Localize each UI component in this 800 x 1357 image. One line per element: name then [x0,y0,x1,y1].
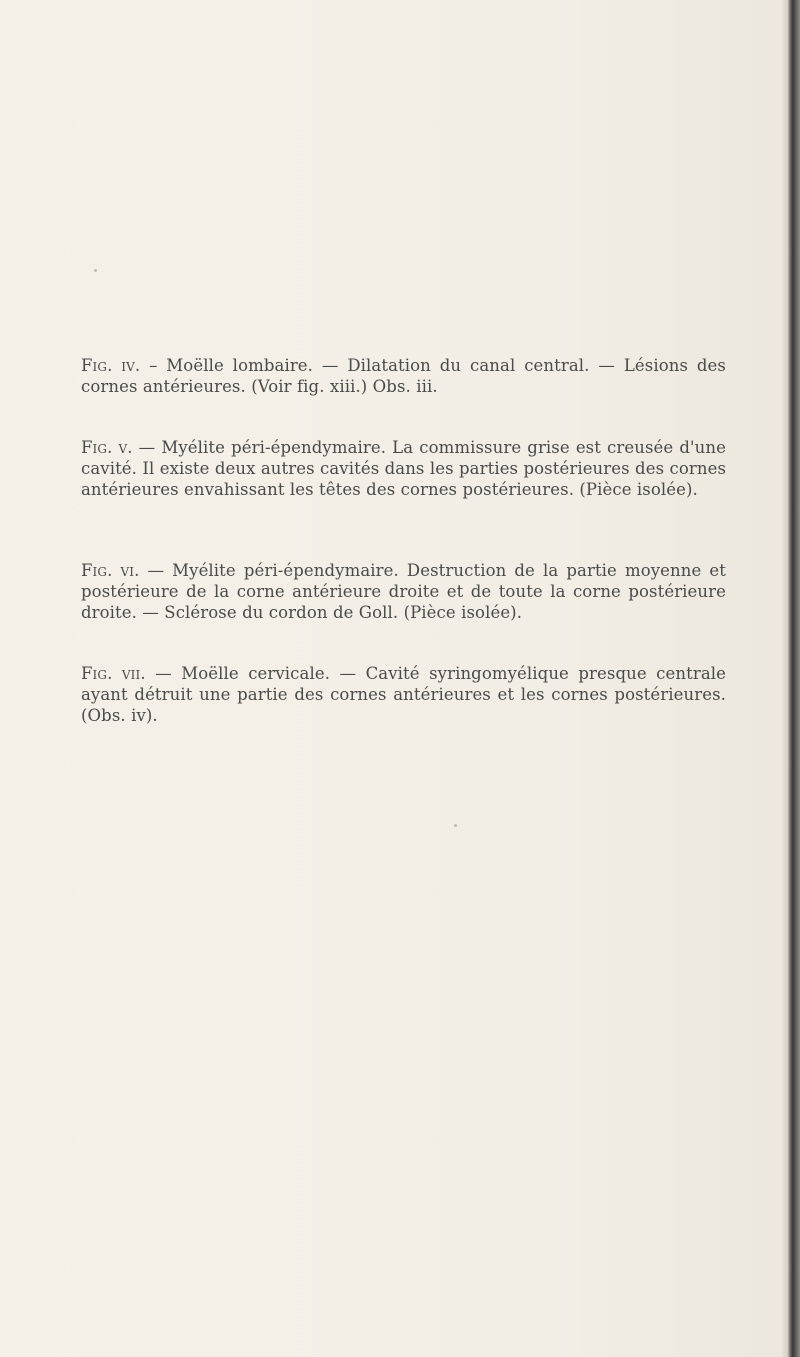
caption-label: Fig. vii. [81,664,146,683]
caption-text: — Moëlle cervicale. — Cavité syringomyélique presque centrale ayant détruit une partie des cornes antérieures et les cornes postérieures. (Obs. iv). [81,664,726,725]
caption-fig-vi [81,560,726,623]
caption-text: — Myélite péri-épendymaire. La commissure grise est creusée d'une cavité. Il existe deux autres cavités dans les parties postérieures des cornes antérieures envahissant les têtes des cornes postérieures. (Pièce isolée). [81,438,727,499]
caption-fig-vii [81,663,726,726]
caption-label: Fig. iv. [81,356,141,375]
page-binding-edge [782,0,800,1357]
caption-fig-iv [81,355,726,397]
page-speck [454,824,457,827]
caption-label: Fig. vi. [81,561,140,580]
caption-label: Fig. v. [81,438,133,457]
caption-text: — Myélite péri-épendymaire. Destruction de la partie moyenne et postérieure de la corne antérieure droite et de toute la corne postérieure droite. — Sclérose du cordon de Goll. (Pièce isolée). [81,561,727,622]
caption-fig-v [81,437,726,500]
caption-text: – Moëlle lombaire. — Dilatation du canal central. — Lésions des cornes antérieures. (Voir fig. xiii.) Obs. iii. [81,356,726,396]
page-speck [94,269,97,272]
